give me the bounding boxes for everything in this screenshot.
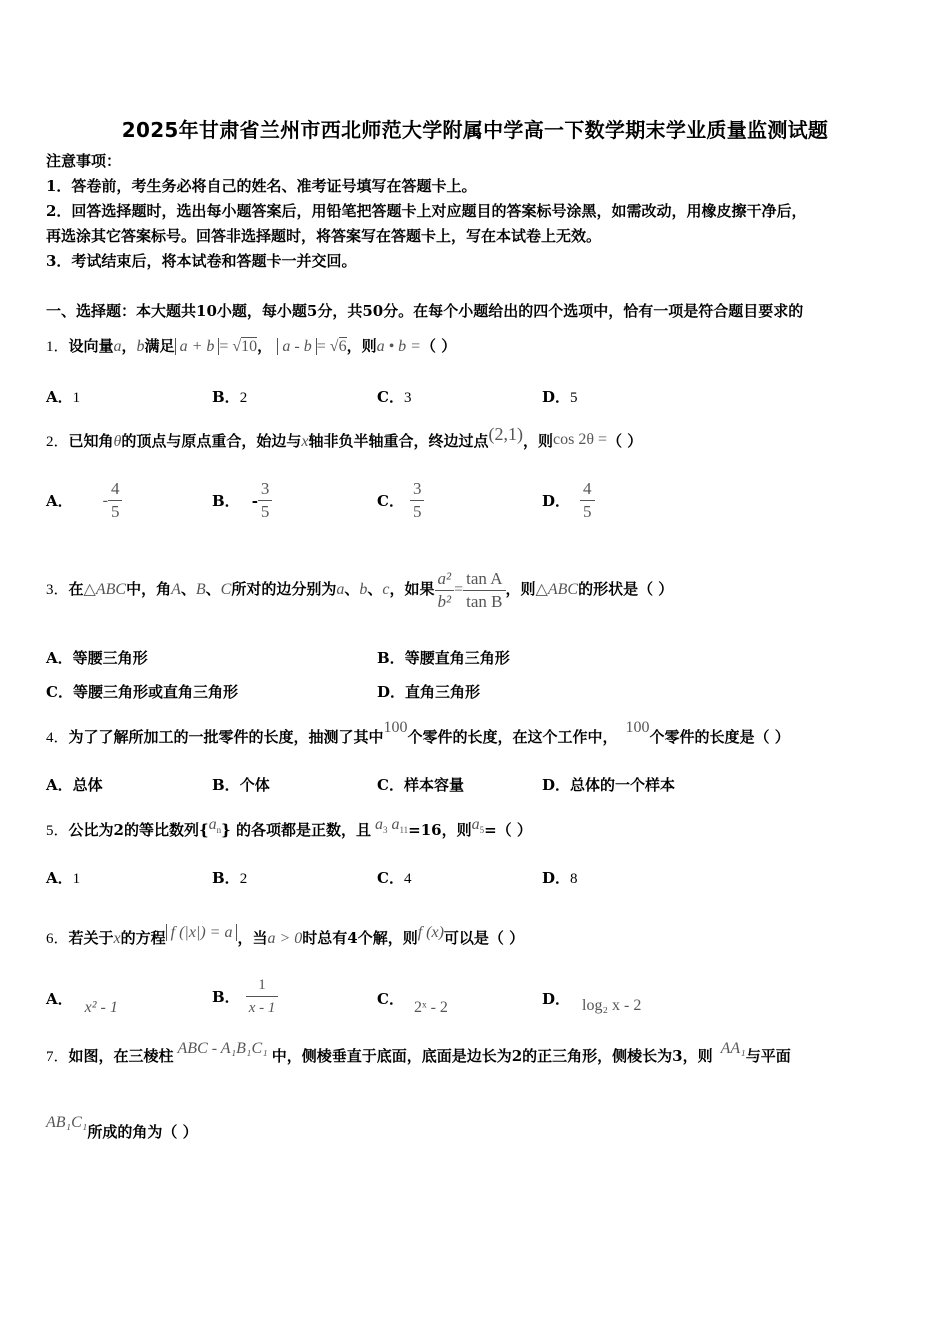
option-numerator: 4 (110, 479, 120, 498)
option-value: x² - 1 (84, 999, 118, 1016)
q1-eq: = (316, 338, 330, 355)
option-label: A． (46, 492, 73, 510)
q4-option-b[interactable] (212, 774, 270, 795)
q2-option-d[interactable] (542, 478, 595, 523)
q2-text: 轴非负半轴重合，终边过点 (308, 432, 489, 450)
q5-text: } 的各项都是正数，且 (221, 821, 371, 839)
q6-text: 的方程 (120, 929, 166, 947)
q4-count: 100 (625, 719, 650, 736)
q3-text: ，如果 (389, 580, 435, 598)
q5-text: =（ ） (484, 821, 532, 839)
q3-text: 中，角 (126, 580, 172, 598)
q6-text: 若关于 (68, 929, 114, 947)
option-label: A． (46, 776, 73, 794)
q1-text: 满足 (144, 337, 175, 355)
option-denominator: 5 (108, 500, 123, 523)
option-numerator: 1 (258, 977, 266, 993)
option-denominator: 5 (410, 500, 425, 523)
q3-triangle: △ABC (535, 581, 579, 598)
option-value: 样本容量 (403, 776, 464, 794)
question-1: 1．设向量a，b满足 a + b = √10， a - b = √6，则a • b =（ ） (46, 337, 457, 355)
q3-option-d[interactable] (377, 681, 480, 702)
q5-option-c[interactable] (377, 867, 411, 888)
q4-count: 100 (383, 719, 408, 736)
question-7 (46, 1040, 791, 1067)
q6-condition: a > 0 (267, 930, 303, 947)
q1-option-a[interactable] (46, 386, 80, 407)
q5-option-b[interactable] (212, 867, 247, 888)
option-label: C． (377, 776, 404, 794)
q3-number: 3． (46, 582, 69, 598)
q1-sep: ， (121, 337, 137, 355)
q5-a11: a (391, 816, 400, 833)
option-value: 总体 (72, 776, 103, 794)
option-value: log₂ x - 2 (582, 997, 642, 1014)
option-value: 等腰三角形 (72, 649, 148, 667)
q3-angle-a: A (171, 581, 181, 598)
option-denominator: x - 1 (246, 996, 279, 1019)
q2-option-c[interactable] (377, 478, 424, 523)
q2-theta: θ (113, 433, 122, 450)
q1-sqrt10: 10 (241, 338, 258, 355)
q3-triangle: △ABC (83, 581, 127, 598)
option-label: D． (542, 869, 571, 887)
q1-abs-sum: a + b (175, 338, 220, 355)
q6-equation: f (|x|) = a (166, 924, 238, 941)
q3-sep: 、 (344, 580, 360, 598)
option-value: 直角三角形 (405, 683, 481, 701)
q5-text: =16，则 (408, 821, 472, 839)
option-value: 2ˣ - 2 (413, 999, 448, 1016)
q3-eq: = (454, 581, 464, 598)
q7-prism: ABC - A₁B₁C₁ (177, 1040, 268, 1057)
option-label: C． (46, 683, 73, 701)
q7-text: 如图，在三棱柱 (68, 1047, 174, 1065)
option-value: 等腰三角形或直角三角形 (72, 683, 238, 701)
notice-item: 再选涂其它答案标号。回答非选择题时，将答案写在答题卡上，写在本试卷上无效。 (46, 227, 602, 245)
q5-number: 5． (46, 823, 69, 839)
q2-expr: cos 2θ = (553, 431, 608, 448)
q3-sep: 、 (367, 580, 383, 598)
q2-paren: （ ） (607, 432, 643, 450)
option-label: C． (377, 990, 404, 1008)
option-label: B． (212, 869, 240, 887)
q2-point: (2,1) (488, 424, 524, 444)
q6-option-b[interactable] (212, 974, 278, 1019)
option-value: 总体的一个样本 (570, 776, 676, 794)
q2-option-a[interactable] (46, 478, 122, 523)
q6-option-d[interactable] (542, 988, 642, 1014)
q4-option-a[interactable] (46, 774, 103, 795)
notice-item: 2．回答选择题时，选出每小题答案后，用铅笔把答题卡上对应题目的答案标号涂黑，如需改动，用橡皮擦干净后， (46, 202, 807, 220)
q3-frac-num: tan A (466, 568, 503, 588)
question-2 (46, 424, 643, 452)
q5-a5: a (471, 816, 480, 833)
q3-frac-den: b² (435, 590, 455, 613)
q3-text: 所对的边分别为 (231, 580, 337, 598)
option-value: 4 (403, 871, 412, 887)
q7-plane: AB₁C₁ (46, 1114, 88, 1131)
option-label: C． (377, 869, 404, 887)
q3-frac-num: a² (437, 568, 452, 588)
q3-text: ，则 (505, 580, 536, 598)
option-label: A． (46, 388, 73, 406)
notice-item: 3．考试结束后，将本试卷和答题卡一并交回。 (46, 252, 357, 270)
q3-option-a[interactable] (46, 647, 148, 668)
option-value: 2 (239, 871, 248, 887)
q4-option-d[interactable] (542, 774, 675, 795)
q5-a11-sub: 11 (399, 825, 409, 835)
q4-number: 4． (46, 730, 69, 746)
option-value: 3 (403, 390, 412, 406)
q1-text: ，则 (346, 337, 377, 355)
option-label: D． (542, 990, 571, 1008)
option-numerator: 3 (412, 479, 422, 498)
q2-text: ，则 (523, 432, 554, 450)
q1-option-c[interactable] (377, 386, 411, 407)
q1-expr: a • b = (376, 338, 421, 355)
option-value: 2 (239, 390, 248, 406)
q5-text: 公比为2的等比数列{ (68, 821, 209, 839)
option-sign: - (102, 491, 108, 509)
q3-side-c: c (382, 581, 390, 598)
q1-var-a: a (113, 338, 122, 355)
option-label: A． (46, 649, 73, 667)
q3-angle-c: C (220, 581, 232, 598)
question-6 (46, 924, 525, 949)
option-label: D． (542, 776, 571, 794)
q4-text: 个零件的长度，在这个工作中， (407, 728, 618, 746)
q5-an-sub: n (216, 825, 222, 835)
option-label: B． (212, 388, 240, 406)
q6-text: 时总有4个解，则 (302, 929, 418, 947)
option-label: D． (542, 492, 571, 510)
option-denominator: 5 (258, 500, 273, 523)
q4-text: 个零件的长度是（ ） (649, 728, 790, 746)
option-label: D． (377, 683, 406, 701)
q3-option-b[interactable] (377, 647, 510, 668)
option-value: 1 (72, 871, 81, 887)
option-value: 个体 (239, 776, 270, 794)
q6-text: 可以是（ ） (443, 929, 525, 947)
option-label: D． (542, 388, 571, 406)
option-sign: - (251, 491, 258, 510)
option-label: C． (377, 492, 404, 510)
q7-text: 中，侧棱垂直于底面，底面是边长为2的正三角形，侧棱长为3，则 (271, 1047, 713, 1065)
q1-number: 1． (46, 339, 69, 355)
q3-side-b: b (359, 581, 368, 598)
option-value: 1 (72, 390, 81, 406)
q1-option-d[interactable] (542, 386, 578, 407)
q6-fx: f (x) (417, 924, 444, 941)
q1-paren: （ ） (420, 337, 457, 355)
q5-option-d[interactable] (542, 867, 578, 888)
option-value: 等腰直角三角形 (404, 649, 510, 667)
q5-an: a (208, 816, 217, 833)
q6-number: 6． (46, 931, 69, 947)
q1-var-b: b (136, 338, 145, 355)
q1-abs-diff: a - b (277, 338, 316, 355)
option-label: B． (212, 776, 240, 794)
q7-text: 所成的角为（ ） (87, 1123, 198, 1141)
option-label: B． (377, 649, 405, 667)
q3-sep: 、 (205, 580, 221, 598)
notice-heading: 注意事项： (46, 152, 122, 170)
option-label: C． (377, 388, 404, 406)
q1-sqrt6: 6 (338, 338, 347, 355)
notice-item: 1．答卷前，考生务必将自己的姓名、准考证号填写在答题卡上。 (46, 177, 477, 195)
q2-x: x (301, 433, 309, 450)
option-value: 5 (570, 390, 578, 406)
q2-number: 2． (46, 434, 69, 450)
option-label: B． (212, 492, 240, 510)
q1-eq: = (219, 338, 233, 355)
q1-option-b[interactable] (212, 386, 247, 407)
q3-frac-den: tan B (463, 590, 505, 613)
option-denominator: 5 (580, 500, 595, 523)
q2-text: 的顶点与原点重合，始边与 (121, 432, 302, 450)
option-numerator: 4 (583, 479, 592, 498)
q2-option-b[interactable] (212, 478, 272, 523)
q3-sep: 、 (180, 580, 196, 598)
q6-x: x (113, 930, 121, 947)
option-label: A． (46, 990, 73, 1008)
q6-text: ，当 (237, 929, 268, 947)
page-title: 2025年甘肃省兰州市西北师范大学附属中学高一下数学期末学业质量监测试题 (121, 118, 829, 142)
q5-a3-sub: 3 (382, 825, 388, 835)
q5-a3: a (374, 816, 383, 833)
q1-sep: ， (257, 337, 273, 355)
q3-angle-b: B (195, 581, 206, 598)
section-heading: 一、选择题：本大题共10小题，每小题5分，共50分。在每个小题给出的四个选项中，恰有一项是符合题目要求的 (46, 302, 804, 320)
q4-option-c[interactable] (377, 774, 464, 795)
question-7-cont (46, 1114, 198, 1143)
option-value: 8 (570, 871, 578, 887)
question-4 (46, 719, 790, 748)
q7-number: 7． (46, 1049, 69, 1065)
option-label: A． (46, 869, 73, 887)
q3-text: 的形状是（ ） (578, 580, 674, 598)
question-5 (46, 816, 532, 846)
q3-side-a: a (336, 581, 345, 598)
q7-edge: AA₁ (720, 1040, 746, 1057)
q6-option-c[interactable] (377, 988, 448, 1016)
q4-text: 为了了解所加工的一批零件的长度，抽测了其中 (68, 728, 384, 746)
q1-text: 设向量 (68, 337, 114, 355)
question-3 (46, 564, 673, 615)
q6-option-a[interactable] (46, 988, 118, 1016)
q2-text: 已知角 (68, 432, 114, 450)
q3-text: 在 (68, 580, 84, 598)
q3-option-c[interactable] (46, 681, 238, 702)
option-numerator: 3 (260, 479, 270, 498)
q5-option-a[interactable] (46, 867, 80, 888)
q7-text: 与平面 (745, 1047, 791, 1065)
option-label: B． (212, 988, 240, 1006)
q5-a5-sub: 5 (479, 825, 485, 835)
